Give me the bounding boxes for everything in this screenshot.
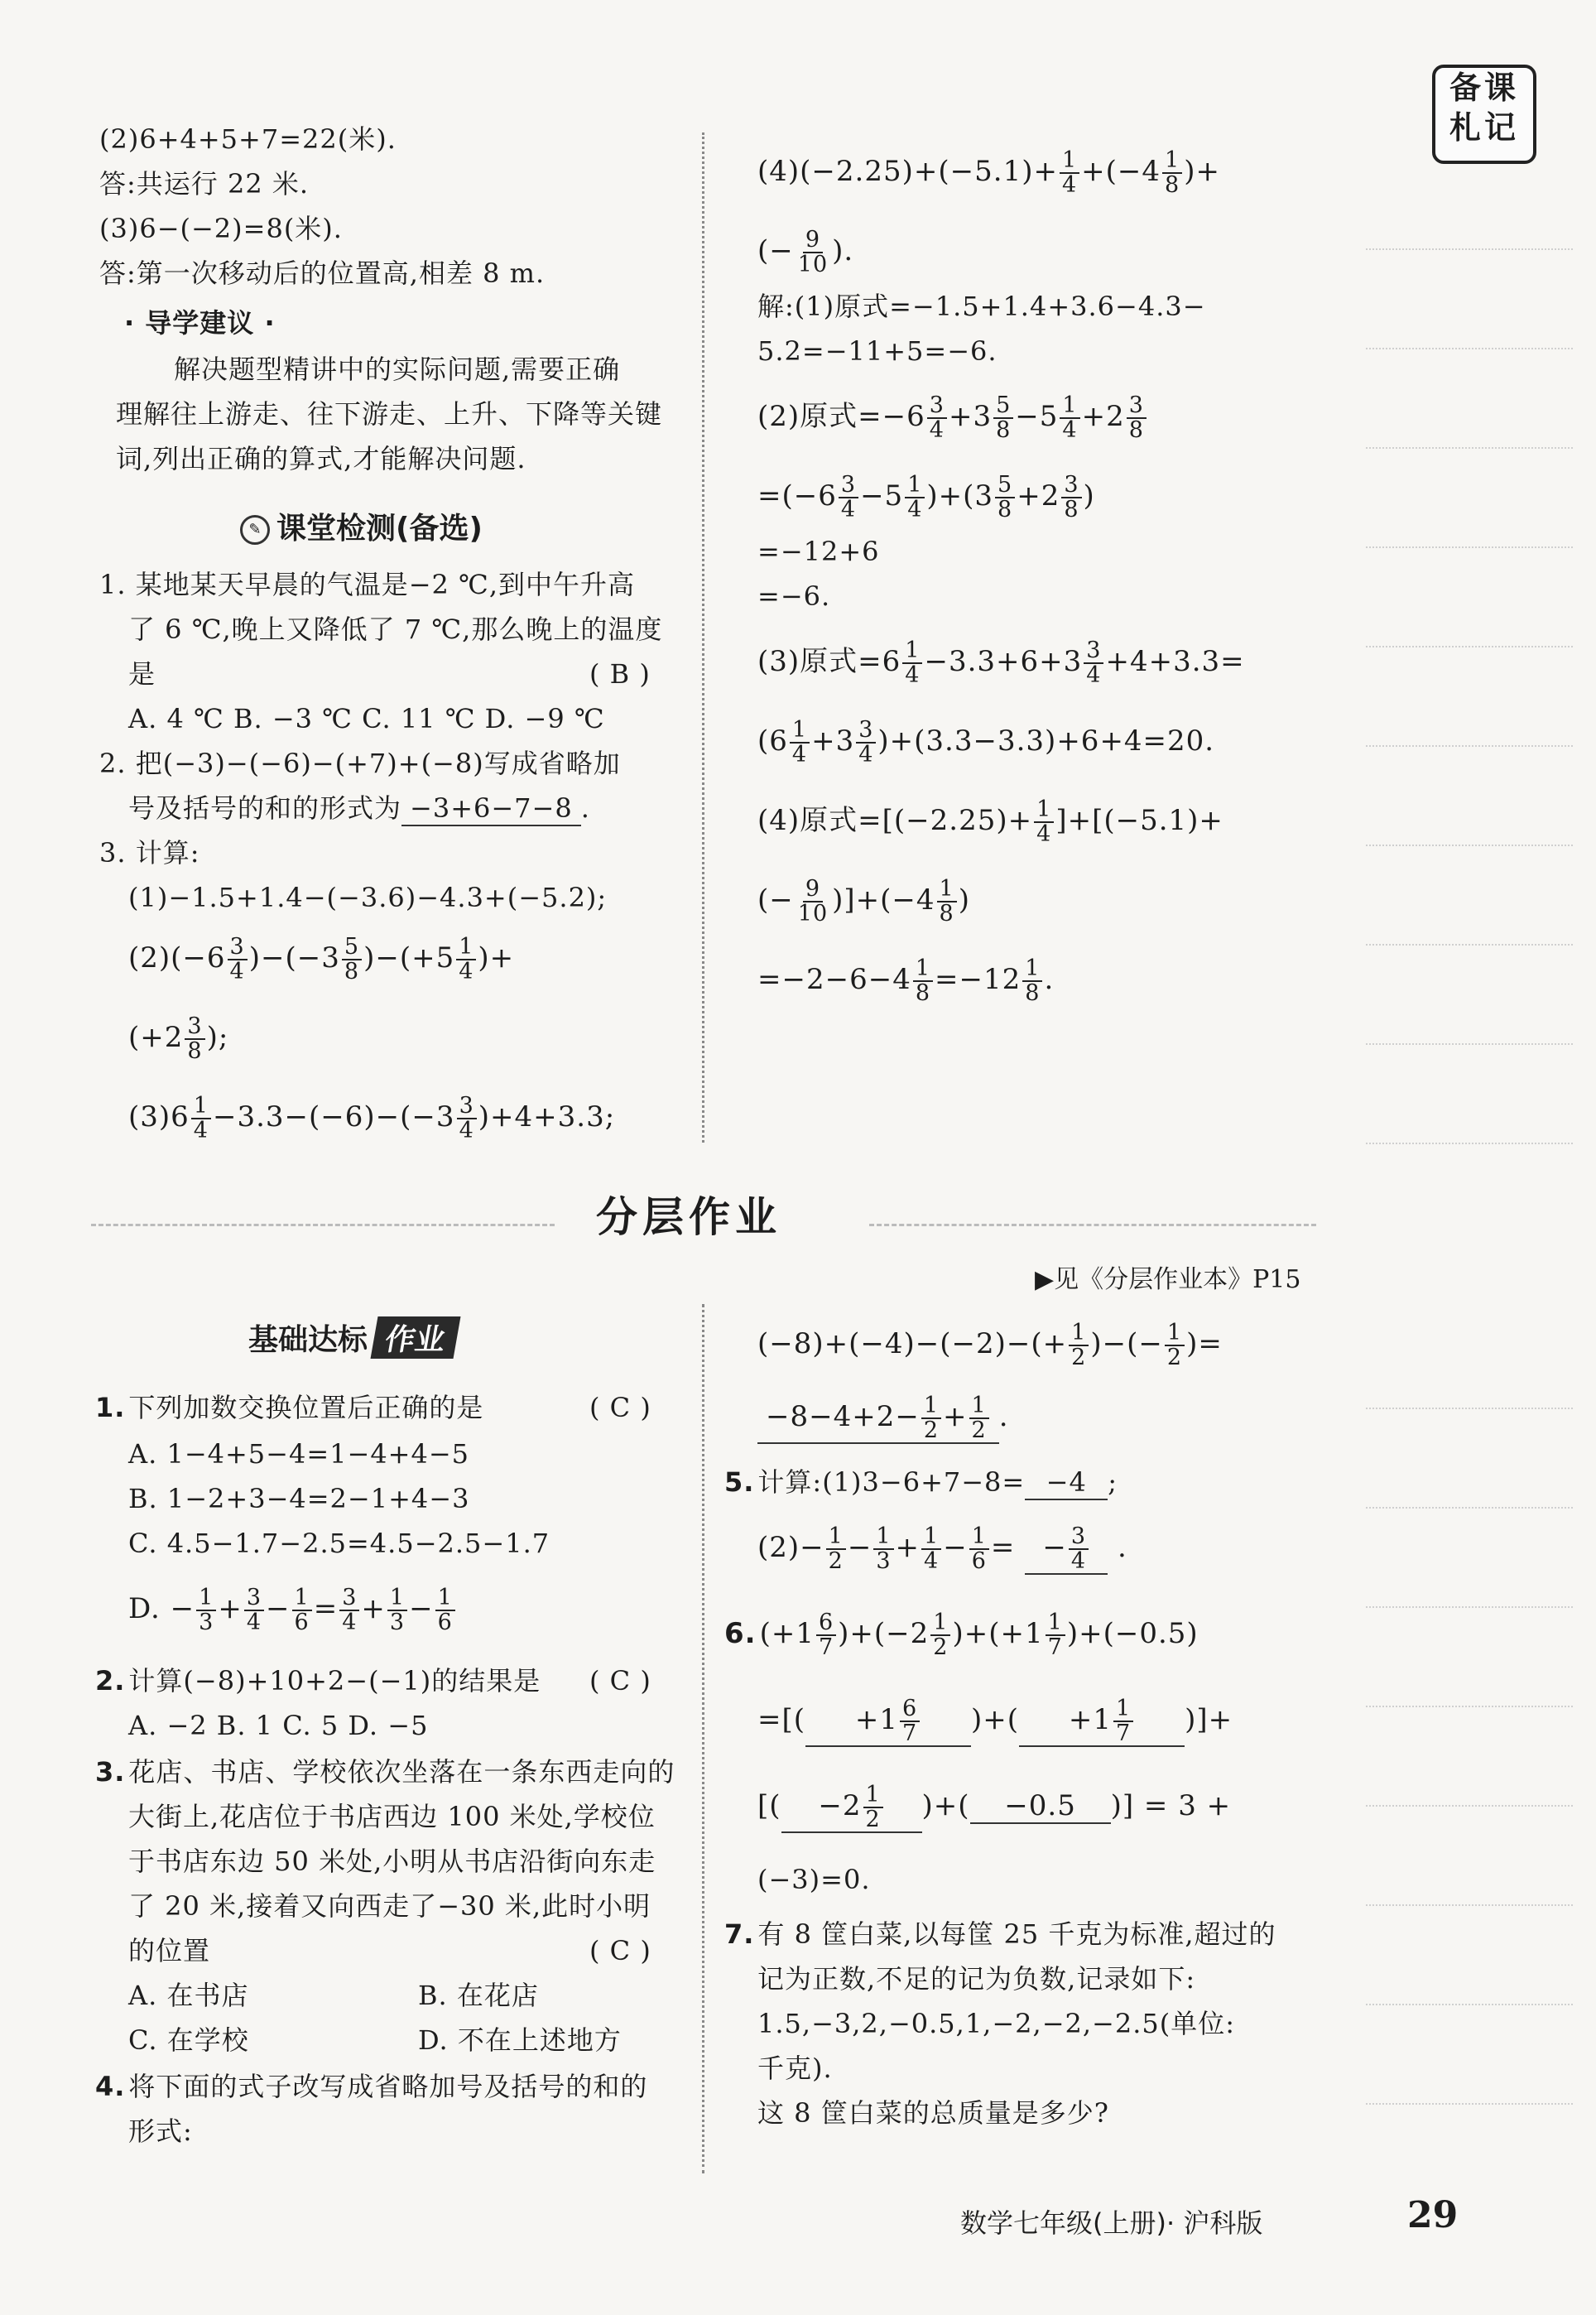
fraction: $\frac{1}{2}$ (921, 1394, 941, 1442)
fraction: $\frac{1}{2}$ (969, 1394, 989, 1442)
question-line: 千克). (757, 2053, 833, 2084)
expression-line: (1)−1.5+1.4−(−3.6)−4.3+(−5.2); (128, 882, 608, 913)
fraction: $\frac{3}{4}$ (839, 474, 858, 522)
answer-choice: ( C ) (589, 1665, 651, 1697)
fraction: $\frac{3}{8}$ (1127, 394, 1147, 442)
layered-homework-banner: 分层作业 (596, 1193, 781, 1241)
note-rule (1366, 546, 1573, 548)
fraction: $\frac{1}{4}$ (1060, 149, 1079, 197)
option-line: B. 在花店 (418, 1980, 539, 2011)
option-line: B. 1−2+3−4=2−1+4−3 (128, 1483, 470, 1514)
question-line: 于书店东边 50 米处,小明从书店沿街向东走 (128, 1846, 656, 1877)
banner-rule (91, 1224, 555, 1226)
text-line: 答:共运行 22 米. (99, 168, 310, 200)
answer-blank: +1 $\frac{1}{7}$ (1019, 1697, 1185, 1747)
note-rule (1366, 1606, 1573, 1608)
section-title: 课堂检测(备选) (276, 512, 483, 546)
fraction: $\frac{1}{8}$ (937, 878, 957, 926)
solution-line: (− $\frac{9}{10}$ )]+(−4 $\frac{1}{8}$ ) (757, 876, 970, 926)
fraction: $\frac{3}{4}$ (457, 1095, 477, 1143)
stamp-line-1: 备课 (1449, 70, 1519, 106)
pen-icon: ✎ (240, 515, 270, 545)
fraction: $\frac{3}{4}$ (1084, 639, 1103, 687)
fraction: $\frac{1}{7}$ (1113, 1697, 1133, 1745)
answer-choice: ( C ) (589, 1392, 651, 1423)
note-rule (1366, 646, 1573, 647)
option-line: A. 1−4+5−4=1−4+4−5 (128, 1438, 470, 1470)
fraction: $\frac{1}{2}$ (863, 1783, 883, 1831)
solution-line: =−2−6−4 $\frac{1}{8}$ =−12 $\frac{1}{8}$ . (757, 955, 1055, 1006)
fraction: $\frac{6}{7}$ (816, 1611, 836, 1659)
guide-text: 解决题型精讲中的实际问题,需要正确 (174, 354, 621, 385)
expression-line: [( −2 $\frac{1}{2}$ )+( −0.5 )] = 3 + (757, 1782, 1232, 1832)
basic-level-tag (248, 1316, 457, 1359)
option-line: C. 4.5−1.7−2.5=4.5−2.5−1.7 (128, 1528, 550, 1559)
expression-line: (− $\frac{9}{10}$ ). (757, 227, 854, 277)
note-rule (1366, 1805, 1573, 1807)
classroom-check-heading (240, 505, 483, 547)
banner-rule (869, 1224, 1316, 1226)
expression-line: (−3)=0. (757, 1864, 871, 1895)
expression-line: (−8)+(−4)−(−2)−(+ $\frac{1}{2}$ )−(− $\frac{1}{2}$ )= (757, 1320, 1223, 1370)
solution-line: (4)原式=[(−2.25)+ $\frac{1}{4}$ ]+[(−5.1)+ (757, 797, 1223, 847)
expression-line: =[( +1 $\frac{6}{7}$ )+( +1 $\frac{1}{7}$ )]+ (757, 1696, 1233, 1746)
fraction: $\frac{1}{4}$ (790, 719, 810, 767)
options-line: A. 4 ℃ B. −3 ℃ C. 11 ℃ D. −9 ℃ (128, 703, 605, 734)
column-divider (702, 1304, 704, 2173)
solution-line: (3)原式=6 $\frac{1}{4}$ −3.3+6+3 $\frac{3}{4}$ +4+3.3= (757, 638, 1245, 688)
solution-line: =(−6 $\frac{3}{4}$ −5 $\frac{1}{4}$ )+(3 $\frac{5}{8}$ +2 $\frac{3}{8}$ ) (757, 472, 1095, 522)
fraction: $\frac{1}{8}$ (1162, 149, 1182, 197)
note-rule (1366, 2103, 1573, 2105)
text-line: 答:第一次移动后的位置高,相差 8 m. (99, 257, 546, 289)
fraction: $\frac{3}{4}$ (1069, 1525, 1089, 1573)
note-rule (1366, 745, 1573, 747)
question-line: 是 (128, 658, 156, 690)
question-line: 1.5,−3,2,−0.5,1,−2,−2,−2.5(单位: (757, 2008, 1236, 2039)
fraction: $\frac{1}{4}$ (456, 936, 476, 984)
question-line: 形式: (128, 2115, 193, 2147)
question-line: 记为正数,不足的记为负数,记录如下: (757, 1963, 1196, 1995)
fraction: $\frac{3}{4}$ (927, 394, 947, 442)
guide-title: · 导学建议 · (124, 307, 276, 339)
fraction: $\frac{5}{8}$ (995, 474, 1015, 522)
question-line: 这 8 筐白菜的总质量是多少? (757, 2097, 1109, 2129)
answer-blank: −4 (1025, 1466, 1108, 1500)
solution-line: =−12+6 (757, 536, 880, 567)
page-number: 29 (1407, 2194, 1459, 2236)
fraction: $\frac{1}{4}$ (902, 639, 922, 687)
answer-choice: ( C ) (589, 1935, 651, 1966)
question-line: 了 6 ℃,晚上又降低了 7 ℃,那么晚上的温度 (128, 614, 663, 645)
question-line: 7. 有 8 筐白菜,以每筐 25 千克为标准,超过的 (724, 1918, 1276, 1950)
note-rule (1366, 944, 1573, 946)
question-line: 的位置 (128, 1935, 211, 1966)
text-line: (3)6−(−2)=8(米). (99, 213, 343, 244)
fraction: $\frac{1}{4}$ (1034, 798, 1054, 846)
note-rule (1366, 1143, 1573, 1144)
fraction: $\frac{1}{3}$ (387, 1586, 407, 1634)
note-rule (1366, 1043, 1573, 1045)
expression-line: (2)(−6 $\frac{3}{4}$ )−(−3 $\frac{5}{8}$ )−(+5 $\frac{1}{4}$ )+ (128, 934, 515, 984)
fraction: $\frac{1}{4}$ (905, 474, 925, 522)
text-line: (2)6+4+5+7=22(米). (99, 123, 397, 155)
fraction: $\frac{1}{2}$ (930, 1611, 950, 1659)
book-title-footer: 数学七年级(上册)· 沪科版 (960, 2207, 1263, 2239)
options-line: A. −2 B. 1 C. 5 D. −5 (128, 1710, 429, 1741)
answer-line: −8−4+2− $\frac{1}{2}$ + $\frac{1}{2}$ . (757, 1394, 1009, 1444)
fraction: $\frac{5}{8}$ (993, 394, 1013, 442)
note-rule (1366, 1507, 1573, 1509)
column-divider (702, 132, 704, 1143)
solution-line: 解:(1)原式=−1.5+1.4+3.6−4.3− (757, 291, 1206, 322)
fraction: $\frac{1}{6}$ (969, 1525, 989, 1573)
guide-text: 理解往上游走、往下游走、上升、下降等关键 (116, 398, 663, 430)
expression-line: (2)− $\frac{1}{2}$ − $\frac{1}{3}$ + $\frac{1}{4}$ − $\frac{1}{6}$ = − $\frac{3}{4}$ . (757, 1523, 1127, 1574)
note-rule (1366, 2004, 1573, 2005)
tag-homework: 作业 (371, 1316, 461, 1359)
fraction: $\frac{3}{8}$ (185, 1015, 204, 1063)
fraction: $\frac{3}{4}$ (856, 719, 876, 767)
fraction: $\frac{1}{6}$ (435, 1586, 455, 1634)
option-line: D. 不在上述地方 (418, 2024, 622, 2056)
answer-choice: ( B ) (589, 658, 651, 690)
note-rule (1366, 248, 1573, 250)
note-rule (1366, 1706, 1573, 1707)
fraction: $\frac{6}{7}$ (900, 1697, 920, 1745)
fraction: $\frac{1}{4}$ (191, 1095, 211, 1143)
option-line: D. − $\frac{1}{3}$ + $\frac{3}{4}$ − $\frac{1}{6}$ = $\frac{3}{4}$ + $\frac{1}{3}$ − $\frac{1}{6}$ (128, 1586, 457, 1634)
option-line: C. 在学校 (128, 2024, 249, 2056)
question-line: 2. 计算(−8)+10+2−(−1)的结果是 (95, 1665, 541, 1697)
fraction: $\frac{1}{8}$ (1022, 957, 1042, 1005)
fraction: $\frac{1}{3}$ (196, 1586, 216, 1634)
expression-line: (3)6 $\frac{1}{4}$ −3.3−(−6)−(−3 $\frac{3}{4}$ )+4+3.3; (128, 1093, 616, 1143)
answer-blank: −8−4+2− $\frac{1}{2}$ + $\frac{1}{2}$ (757, 1394, 999, 1444)
question-line: 1. 下列加数交换位置后正确的是 (95, 1392, 484, 1423)
fraction: $\frac{1}{2}$ (1165, 1321, 1185, 1369)
question-line: 1. 某地某天早晨的气温是−2 ℃,到中午升高 (99, 569, 636, 600)
expression-line: (+2 $\frac{3}{8}$ ); (128, 1013, 229, 1064)
note-rule (1366, 1904, 1573, 1906)
answer-blank: − $\frac{3}{4}$ (1025, 1525, 1108, 1575)
question-line: 大街上,花店位于书店西边 100 米处,学校位 (128, 1801, 656, 1832)
fraction: $\frac{3}{4}$ (228, 936, 248, 984)
expression-line: 6. (+1 $\frac{6}{7}$ )+(−2 $\frac{1}{2}$ )+(+1 $\frac{1}{7}$ )+(−0.5) (724, 1610, 1199, 1660)
fraction: $\frac{1}{6}$ (292, 1586, 312, 1634)
note-rule (1366, 348, 1573, 349)
answer-blank: −0.5 (970, 1789, 1111, 1824)
solution-line: 5.2=−11+5=−6. (757, 335, 997, 367)
tag-label: 基础达标 (248, 1323, 368, 1357)
fraction: $\frac{3}{4}$ (244, 1586, 264, 1634)
lesson-notes-stamp (1432, 65, 1536, 164)
question-line: 5. 计算:(1)3−6+7−8= −4 ; (724, 1466, 1118, 1500)
fraction: $\frac{5}{8}$ (342, 936, 362, 984)
option-line: A. 在书店 (128, 1980, 249, 2011)
fraction: $\frac{1}{2}$ (1069, 1321, 1089, 1369)
fraction: $\frac{9}{10}$ (797, 876, 829, 926)
question-line: 4. 将下面的式子改写成省略加号及括号的和的 (95, 2071, 648, 2102)
answer-blank: −2 $\frac{1}{2}$ (781, 1783, 922, 1833)
question-line: 号及括号的和的形式为 −3+6−7−8 . (128, 792, 590, 826)
guide-text: 词,列出正确的算式,才能解决问题. (116, 443, 526, 474)
answer-blank: +1 $\frac{6}{7}$ (805, 1697, 971, 1747)
answer-blank: −3+6−7−8 (401, 792, 581, 826)
note-rule (1366, 1408, 1573, 1409)
solution-line: (6 $\frac{1}{4}$ +3 $\frac{3}{4}$ )+(3.3−3.3)+6+4=20. (757, 717, 1215, 768)
fraction: $\frac{1}{4}$ (921, 1525, 941, 1573)
expression-line: (4)(−2.25)+(−5.1)+ $\frac{1}{4}$ +(−4 $\frac{1}{8}$ )+ (757, 147, 1220, 198)
fraction: $\frac{3}{4}$ (339, 1586, 359, 1634)
question-line: 2. 把(−3)−(−6)−(+7)+(−8)写成省略加 (99, 748, 621, 779)
note-rule (1366, 845, 1573, 846)
fraction: $\frac{1}{4}$ (1060, 394, 1079, 442)
question-line: 3. 计算: (99, 837, 200, 869)
question-line: 了 20 米,接着又向西走了−30 米,此时小明 (128, 1890, 651, 1922)
fraction: $\frac{3}{8}$ (1061, 474, 1081, 522)
solution-line: =−6. (757, 580, 831, 612)
fraction: $\frac{1}{3}$ (873, 1525, 893, 1573)
question-line: 3. 花店、书店、学校依次坐落在一条东西走向的 (95, 1756, 675, 1788)
fraction: $\frac{1}{8}$ (913, 957, 933, 1005)
fraction: $\frac{9}{10}$ (797, 227, 829, 277)
stamp-line-2: 札记 (1449, 109, 1519, 146)
question-text: 号及括号的和的形式为 (128, 792, 402, 824)
fraction: $\frac{1}{7}$ (1046, 1611, 1065, 1659)
fraction: $\frac{1}{2}$ (826, 1525, 846, 1573)
solution-line: (2)原式=−6 $\frac{3}{4}$ +3 $\frac{5}{8}$ −5 $\frac{1}{4}$ +2 $\frac{3}{8}$ (757, 394, 1148, 442)
note-rule (1366, 447, 1573, 449)
workbook-reference: ▶见《分层作业本》P15 (1035, 1265, 1301, 1294)
